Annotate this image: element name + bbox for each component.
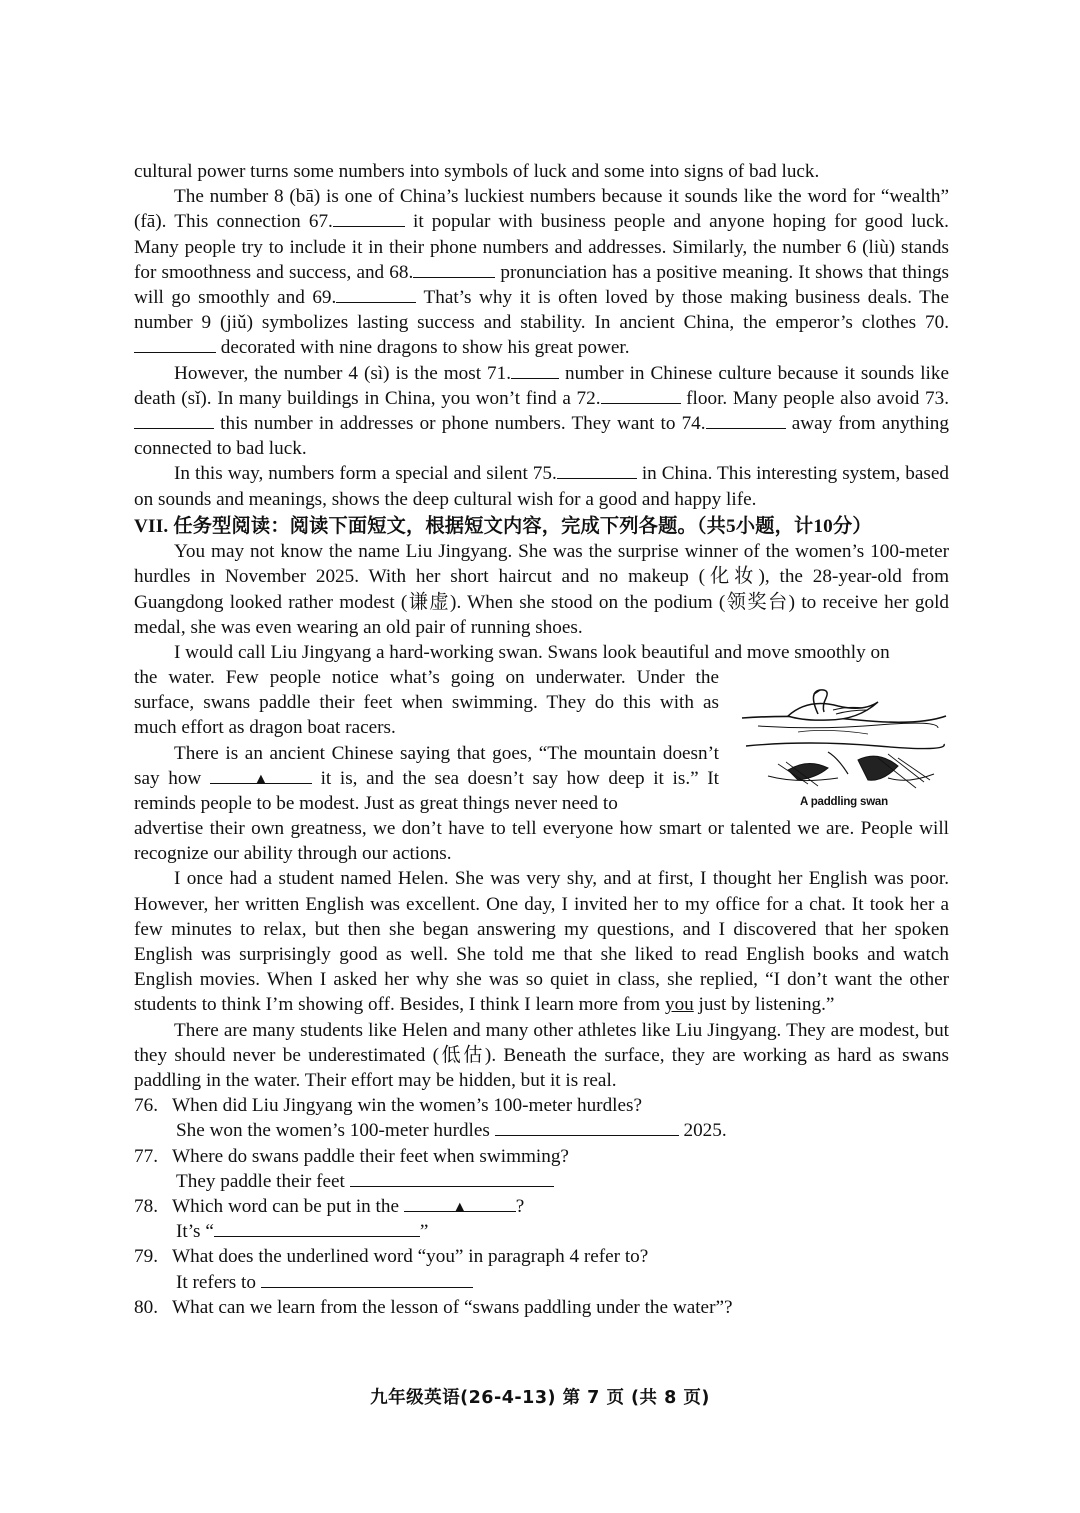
cloze-text: floor. Many people also avoid 73.: [680, 387, 949, 409]
question-76: [134, 1093, 949, 1118]
reading-wrap-block: [134, 665, 719, 816]
answer-suffix: ”: [419, 1221, 429, 1243]
reading-paragraph-4: [134, 866, 949, 1017]
swan-figure: [738, 688, 950, 816]
question-number: 79.: [134, 1246, 158, 1268]
blank-68[interactable]: [413, 260, 495, 278]
figure-caption: A paddling swan: [800, 796, 888, 808]
cloze-text: cultural power turns some numbers into symbols of luck and some into signs of bad luck.: [134, 161, 820, 182]
blank-72[interactable]: [601, 386, 681, 404]
reading-paragraph-2-line1: I would call Liu Jingyang a hard-working swan. Swans look beautiful and move smoothly on: [174, 642, 890, 663]
cloze-paragraph-2: [134, 361, 949, 462]
cloze-paragraph-3: [134, 461, 949, 511]
triangle-icon: ▲: [451, 1199, 468, 1217]
reading-paragraph-3-start: There is an ancient Chinese saying that goes, “The mountain doesn’t say how ▲ it is, and the sea doesn’t say how deep it is.” It reminds people to be modest. Just as great things never need to: [134, 742, 720, 815]
section-title: VII. 任务型阅读：阅读下面短文，根据短文内容，完成下列各题。（共5小题，计10分）: [134, 516, 872, 537]
question-77: [134, 1144, 949, 1169]
question-text: Which word can be put in the: [172, 1196, 399, 1218]
reading-text: I once had a student named Helen. She was very shy, and at first, I thought her English was poor. However, her written English was excellent. One day, I invited her to my office for a chat. It took her a few minutes to relax, but then she began answering my questions, and I discovered that her spoken English was surprisingly good as well. She told me that she liked to read English books and watch English movies. When I asked her why she was so quiet in class, she replied, “I don’t want the other students to think I’m showing off. Besides, I think I learn more from: [134, 868, 949, 1016]
page-footer: 九年级英语(26-4-13) 第 7 页 (共 8 页): [370, 1388, 710, 1408]
triangle-blank-ref: [404, 1194, 516, 1217]
cloze-text: decorated with nine dragons to show his great power.: [216, 337, 630, 359]
question-80: [134, 1295, 949, 1320]
triangle-blank[interactable]: [210, 766, 312, 788]
answer-blank-76[interactable]: [495, 1118, 679, 1136]
question-number: 77.: [134, 1145, 158, 1167]
answer-blank-78[interactable]: [214, 1219, 420, 1237]
reading-paragraph-3-end: advertise their own greatness, we don’t have to tell everyone how smart or talented we are. People will recognize our ability through our actions.: [134, 818, 949, 865]
answer-prefix: It’s “: [176, 1221, 214, 1243]
answer-prefix: It refers to: [176, 1271, 256, 1293]
reading-text: just by listening.”: [693, 994, 835, 1016]
cloze-paragraph-0: [134, 159, 949, 184]
blank-75[interactable]: [557, 461, 637, 479]
answer-78: [134, 1219, 949, 1244]
section-7-wrapped: [134, 640, 949, 665]
blank-70[interactable]: [134, 335, 216, 353]
question-number: 80.: [134, 1296, 158, 1318]
cloze-text: In this way, numbers form a special and silent 75.: [174, 463, 557, 485]
answer-prefix: They paddle their feet: [176, 1170, 345, 1192]
cloze-text: number in Chinese culture because it sounds like death (sǐ). In many buildings in China, you won’t find a 72.: [134, 362, 949, 409]
cloze-text: That’s why it is often loved by those making business deals. The number 9 (jiǔ) symbolizes lasting success and stability. In ancient China, the emperor’s clothes 70.: [134, 287, 949, 334]
cloze-text: in China. This interesting system, based on sounds and meanings, shows the deep cultural wish for a good and happy life.: [134, 463, 949, 510]
question-list: [134, 1093, 949, 1320]
answer-77: [134, 1169, 949, 1194]
question-number: 76.: [134, 1095, 158, 1117]
reading-paragraph-2-rest: the water. Few people notice what’s going on underwater. Under the surface, swans paddle their feet when swimming. They do this with as much effort as dragon boat racers.: [134, 667, 719, 739]
reading-continued: [134, 816, 949, 1320]
triangle-icon: ▲: [253, 770, 269, 788]
cloze-text: However, the number 4 (sì) is the most 71.: [174, 362, 512, 384]
blank-67[interactable]: [333, 209, 405, 227]
cloze-passage: [134, 159, 949, 512]
answer-79: [134, 1270, 949, 1295]
blank-73[interactable]: [134, 411, 214, 429]
blank-69[interactable]: [336, 285, 416, 303]
paddling-swan-icon: [738, 688, 950, 796]
cloze-text: The number 8 (bā) is one of China’s luckiest numbers because it sounds like the word for “wealth” (fā). This connection 67.: [134, 186, 949, 233]
question-text: What can we learn from the lesson of “swans paddling under the water”?: [172, 1296, 733, 1318]
answer-prefix: She won the women’s 100-meter hurdles: [176, 1120, 490, 1142]
answer-blank-79[interactable]: [261, 1270, 473, 1288]
question-number: 78.: [134, 1196, 158, 1218]
cloze-paragraph-1: [134, 184, 949, 360]
blank-71[interactable]: [511, 361, 559, 379]
question-79: [134, 1244, 949, 1269]
answer-76: [134, 1118, 949, 1143]
answer-suffix: 2025.: [678, 1120, 727, 1142]
question-text: What does the underlined word “you” in paragraph 4 refer to?: [172, 1246, 649, 1268]
question-text: When did Liu Jingyang win the women’s 100-meter hurdles?: [172, 1095, 642, 1117]
cloze-text: pronunciation has a positive meaning. It shows that things will go smoothly and 69.: [134, 261, 950, 309]
question-text: Where do swans paddle their feet when swimming?: [172, 1145, 569, 1167]
blank-74[interactable]: [706, 411, 786, 429]
cloze-text: it popular with business people and anyone hoping for good luck. Many people try to include it in their phone numbers and addresses. Similarly, the number 6 (liù) stands for smoothness and success, and 68.: [134, 211, 949, 283]
question-suffix: ?: [515, 1196, 525, 1218]
question-78: [134, 1194, 949, 1219]
underlined-you: you: [664, 994, 694, 1016]
reading-paragraph-5: There are many students like Helen and many other athletes like Liu Jingyang. They are modest, but they should never be underestimated (低估). Beneath the surface, they are working as hard as swans paddling in the water. Their effort may be hidden, but it is real.: [134, 1019, 949, 1092]
answer-blank-77[interactable]: [350, 1169, 554, 1187]
reading-paragraph-1: You may not know the name Liu Jingyang. She was the surprise winner of the women’s 100-meter hurdles in November 2025. With her short haircut and no makeup (化妆), the 28-year-old from Guangdong looked rather modest (谦虚). When she stood on the podium (领奖台) to receive her gold medal, she was even wearing an old pair of running shoes.: [134, 541, 949, 638]
cloze-text: this number in addresses or phone numbers. They want to 74.: [214, 413, 706, 435]
section-7: [134, 514, 949, 640]
reading-text: There is an ancient Chinese saying that goes, “The mountain doesn’t say how: [134, 742, 719, 789]
cloze-text: away from anything connected to bad luck.: [134, 413, 949, 460]
